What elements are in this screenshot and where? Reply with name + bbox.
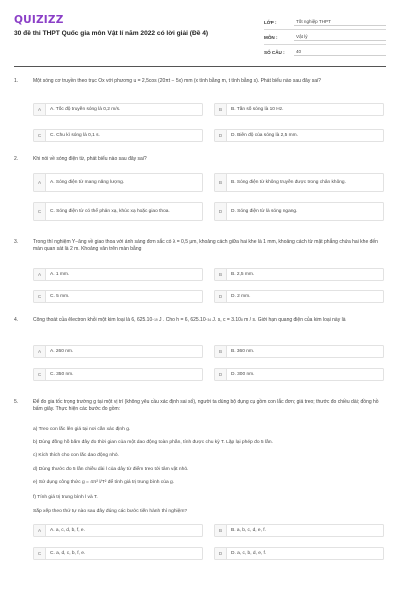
option-letter: A (34, 346, 46, 357)
question-number: 2. (14, 156, 19, 162)
meta-key: MÔN : (264, 34, 278, 40)
option-text: B. 2,5 mm. (231, 271, 255, 277)
option-text: A. a, c, d, b, f, e. (50, 527, 85, 533)
exponent: 8 (240, 318, 243, 322)
option-a[interactable] (33, 345, 203, 358)
question-number: 5. (14, 399, 19, 405)
option-text: D. Biên độ của sóng là 2,5 mm. (231, 132, 298, 138)
option-text: C. 350 nm. (50, 371, 74, 377)
option-text: B. 360 nm. (231, 348, 255, 354)
option-letter: D (215, 130, 227, 141)
option-a[interactable] (33, 524, 203, 537)
step-b: b) Dùng đồng hồ bấm đây đo thời gian của một dao động toàn phần, tính được chu kỳ T. Lặp lại phép đo 5 lần. (33, 440, 273, 445)
option-text: A. 260 nm. (50, 348, 74, 354)
question-number: 3. (14, 239, 19, 245)
header-divider (14, 66, 386, 67)
question-text: Một sóng cơ truyền theo trục Ox với phương u = 2,5cos (20πt − 5x) mm (x tính bằng m, t tính bằng s). Phát biểu nào sau đây sai? (33, 78, 321, 84)
option-letter: B (215, 346, 227, 357)
document-header (14, 12, 386, 62)
option-b[interactable] (214, 173, 384, 192)
question-text-part: J . Cho h = 6, 625.10 (157, 317, 206, 323)
option-letter: D (215, 291, 227, 302)
question-2 (14, 156, 386, 228)
question-text-part: J. s, c = 3.10 (211, 317, 241, 323)
meta-row-class (264, 15, 386, 30)
option-letter: A (34, 104, 46, 115)
question-text (33, 317, 385, 324)
option-text: B. Sóng điện từ không truyền được trong chân không. (231, 179, 346, 185)
question-4 (14, 317, 386, 387)
meta-row-count (264, 45, 386, 60)
option-text: C. 5 mm. (50, 293, 70, 299)
option-letter: A (34, 525, 46, 536)
option-letter: A (34, 269, 46, 280)
meta-value: Tốt nghiệp THPT (294, 19, 386, 26)
option-text: B. a, b, c, d, e, f. (231, 527, 266, 533)
step-e: e) Sử dụng công thức g = 4π² l/T² để tính giá trị trung bình của g. (33, 480, 175, 485)
question-3 (14, 239, 386, 309)
option-letter: B (215, 104, 227, 115)
option-text: B. Tần số sóng là 10 Hz. (231, 106, 284, 112)
quizizz-logo: QUIZIZZ (14, 14, 64, 26)
option-text: C. a, d, c, b, f, e. (50, 550, 86, 556)
option-letter: C (34, 130, 46, 141)
option-letter: B (215, 269, 227, 280)
option-text: C. Chu kì sóng là 0,1 s. (50, 132, 100, 138)
ordering-prompt: Sắp xếp theo thứ tự nào sau đây đúng các bước tiến hành thí nghiệm? (33, 509, 188, 514)
option-a[interactable] (33, 268, 203, 281)
option-a[interactable] (33, 103, 203, 116)
question-1 (14, 78, 386, 148)
option-letter: B (215, 174, 227, 191)
step-a: a) Treo con lắc lên giá tại nơi cần xác định g. (33, 427, 131, 432)
option-c[interactable] (33, 290, 203, 303)
option-c[interactable] (33, 368, 203, 381)
option-letter: A (34, 174, 46, 191)
option-a[interactable] (33, 173, 203, 192)
option-letter: C (34, 548, 46, 559)
option-letter: B (215, 525, 227, 536)
step-d: d) Dùng thước đo 5 lần chiều dài l của dây từ điểm treo tới tâm vật nhỏ. (33, 467, 189, 472)
meta-value: Vật lý (294, 34, 386, 41)
option-letter: D (215, 203, 227, 220)
option-d[interactable] (214, 368, 384, 381)
option-text: D. 300 nm. (231, 371, 255, 377)
option-text: A. 1 mm. (50, 271, 70, 277)
option-b[interactable] (214, 103, 384, 116)
option-letter: C (34, 203, 46, 220)
exponent: −19 (152, 318, 158, 322)
option-text: D. a, c, b, d, e, f. (231, 550, 267, 556)
option-letter: D (215, 548, 227, 559)
exponent: −34 (205, 318, 212, 322)
step-c: c) Kích thích cho con lắc dao động nhỏ. (33, 453, 119, 458)
meta-row-subject (264, 30, 386, 45)
option-d[interactable] (214, 290, 384, 303)
option-letter: C (34, 291, 46, 302)
question-text: Để đo gia tốc trọng trường g tại một vị trí (không yêu cầu xác định sai số), người ta dùng bộ dụng cụ gồm con lắc đơn; giá treo; thước đo chiều dài; đồng hồ bấm giây. Thực hiện các bước đo gồm: (33, 399, 379, 413)
option-c[interactable] (33, 547, 203, 560)
option-c[interactable] (33, 202, 203, 221)
option-text: D. Sóng điện từ là sóng ngang. (231, 208, 298, 214)
step-f: f) Tính giá trị trung bình l và T. (33, 495, 98, 500)
option-b[interactable] (214, 524, 384, 537)
document-title: 30 đề thi THPT Quốc gia môn Vật lí năm 2022 có lời giải (Đề 4) (14, 30, 209, 37)
option-text: C. Sóng điện từ có thể phản xạ, khúc xạ hoặc giao thoa. (50, 208, 170, 214)
meta-key: LỚP : (264, 19, 277, 25)
question-text: Khi nói về sóng điện từ, phát biểu nào sau đây sai? (33, 156, 147, 162)
option-letter: C (34, 369, 46, 380)
meta-table (264, 15, 386, 60)
option-c[interactable] (33, 129, 203, 142)
meta-value: 40 (294, 49, 386, 56)
option-text: A. Tốc độ truyền sóng là 0,2 m/s. (50, 106, 121, 112)
question-number: 4. (14, 317, 19, 323)
option-text: A. Sóng điện từ mang năng lượng. (50, 179, 125, 185)
meta-key: SỐ CÂU : (264, 50, 285, 55)
option-letter: D (215, 369, 227, 380)
question-text-part: m / s. Giới hạn quang điện của kim loại này là (242, 317, 346, 323)
question-5 (14, 399, 386, 589)
option-d[interactable] (214, 202, 384, 221)
question-text-part: Công thoát của êlectron khỏi một kim loại là 6, 625.10 (33, 317, 153, 323)
option-b[interactable] (214, 268, 384, 281)
option-d[interactable] (214, 547, 384, 560)
question-number: 1. (14, 78, 19, 84)
option-text: D. 2 mm. (231, 293, 251, 299)
option-d[interactable] (214, 129, 384, 142)
question-text: Trong thí nghiệm Y−âng về giao thoa với ánh sáng đơn sắc có λ = 0,5 μm, khoảng cách giữa hai khe là 1 mm, khoảng cách từ mặt phẳng chứa hai khe đến màn quan sát là 2 m. Khoảng vân trên màn bằng (33, 239, 378, 253)
option-b[interactable] (214, 345, 384, 358)
